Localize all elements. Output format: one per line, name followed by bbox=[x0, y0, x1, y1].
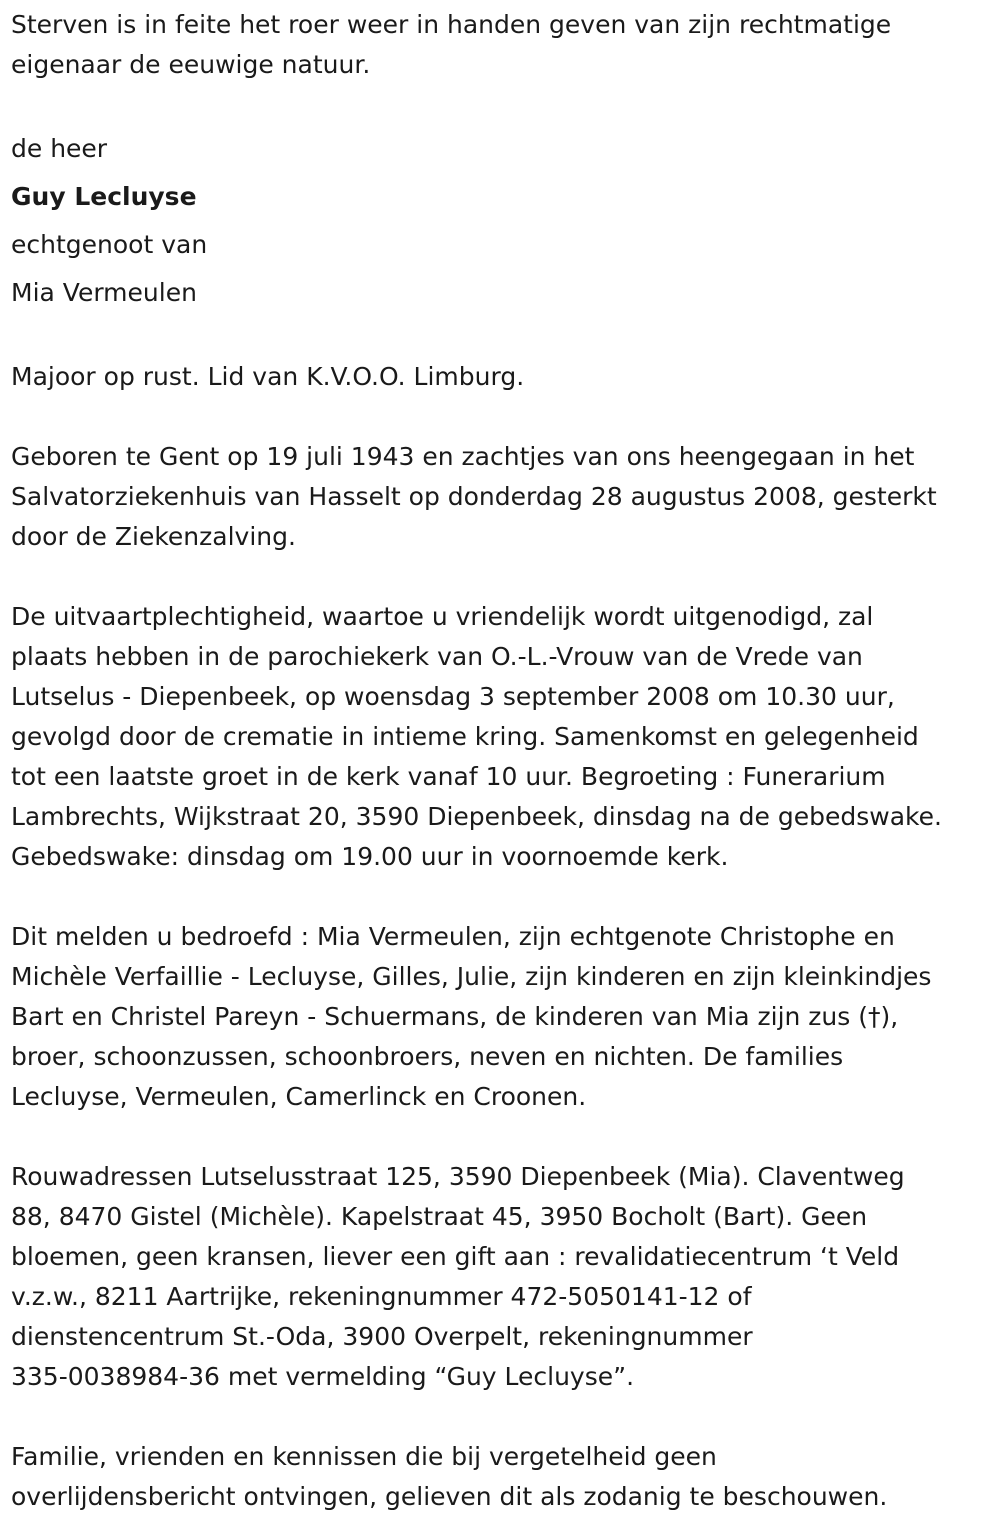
birth-line: Geboren te Gent op 19 juli 1943 en zachtjes van ons heengegaan in het bbox=[11, 442, 915, 471]
intro-line: Sterven is in feite het roer weer in handen geven van zijn rechtmatige bbox=[11, 10, 892, 39]
funeral-line: gevolgd door de crematie in intieme kring. Samenkomst en gelegenheid bbox=[11, 722, 919, 751]
spacer bbox=[11, 1397, 996, 1437]
spacer bbox=[11, 85, 996, 125]
funeral-line: Lambrechts, Wijkstraat 20, 3590 Diepenbeek, dinsdag na de gebedswake. bbox=[11, 802, 942, 831]
address-line: bloemen, geen kransen, liever een gift aan : revalidatiecentrum ‘t Veld bbox=[11, 1242, 900, 1271]
family-line: Bart en Christel Pareyn - Schuermans, de kinderen van Mia zijn zus (†), bbox=[11, 1002, 899, 1031]
family-line: broer, schoonzussen, schoonbroers, neven en nichten. De families bbox=[11, 1042, 844, 1071]
funeral-line: Lutselus - Diepenbeek, op woensdag 3 september 2008 om 10.30 uur, bbox=[11, 682, 895, 711]
address-line: 88, 8470 Gistel (Michèle). Kapelstraat 45, 3950 Bocholt (Bart). Geen bbox=[11, 1202, 868, 1231]
spacer bbox=[11, 557, 996, 597]
spacer bbox=[11, 317, 996, 357]
closing-line: overlijdensbericht ontvingen, gelieven dit als zodanig te beschouwen. bbox=[11, 1482, 888, 1511]
family-line: Michèle Verfaillie - Lecluyse, Gilles, Julie, zijn kinderen en zijn kleinkindjes bbox=[11, 962, 932, 991]
funeral-line: tot een laatste groet in de kerk vanaf 10 uur. Begroeting : Funerarium bbox=[11, 762, 886, 791]
salutation: de heer bbox=[11, 134, 108, 163]
spouse-name: Mia Vermeulen bbox=[11, 278, 197, 307]
address-line: dienstencentrum St.-Oda, 3900 Overpelt, rekeningnummer bbox=[11, 1322, 753, 1351]
deceased-name: Guy Lecluyse bbox=[11, 182, 197, 211]
relation-label: echtgenoot van bbox=[11, 230, 208, 259]
spacer bbox=[11, 877, 996, 917]
address-line: v.z.w., 8211 Aartrijke, rekeningnummer 472-5050141-12 of bbox=[11, 1282, 752, 1311]
intro-line: eigenaar de eeuwige natuur. bbox=[11, 50, 371, 79]
funeral-line: plaats hebben in de parochiekerk van O.-L.-Vrouw van de Vrede van bbox=[11, 642, 863, 671]
closing-line: Familie, vrienden en kennissen die bij vergetelheid geen bbox=[11, 1442, 717, 1471]
family-line: Lecluyse, Vermeulen, Camerlinck en Croonen. bbox=[11, 1082, 587, 1111]
address-line: 335-0038984-36 met vermelding “Guy Lecluyse”. bbox=[11, 1362, 635, 1391]
occupation-text: Majoor op rust. Lid van K.V.O.O. Limburg. bbox=[11, 362, 525, 391]
funeral-line: Gebedswake: dinsdag om 19.00 uur in voornoemde kerk. bbox=[11, 842, 729, 871]
address-line: Rouwadressen Lutselusstraat 125, 3590 Diepenbeek (Mia). Claventweg bbox=[11, 1162, 905, 1191]
birth-line: Salvatorziekenhuis van Hasselt op donderdag 28 augustus 2008, gesterkt bbox=[11, 482, 937, 511]
obituary-document bbox=[11, 5, 996, 1517]
family-line: Dit melden u bedroefd : Mia Vermeulen, zijn echtgenote Christophe en bbox=[11, 922, 895, 951]
spacer bbox=[11, 1117, 996, 1157]
funeral-line: De uitvaartplechtigheid, waartoe u vriendelijk wordt uitgenodigd, zal bbox=[11, 602, 874, 631]
birth-line: door de Ziekenzalving. bbox=[11, 522, 296, 551]
spacer bbox=[11, 397, 996, 437]
